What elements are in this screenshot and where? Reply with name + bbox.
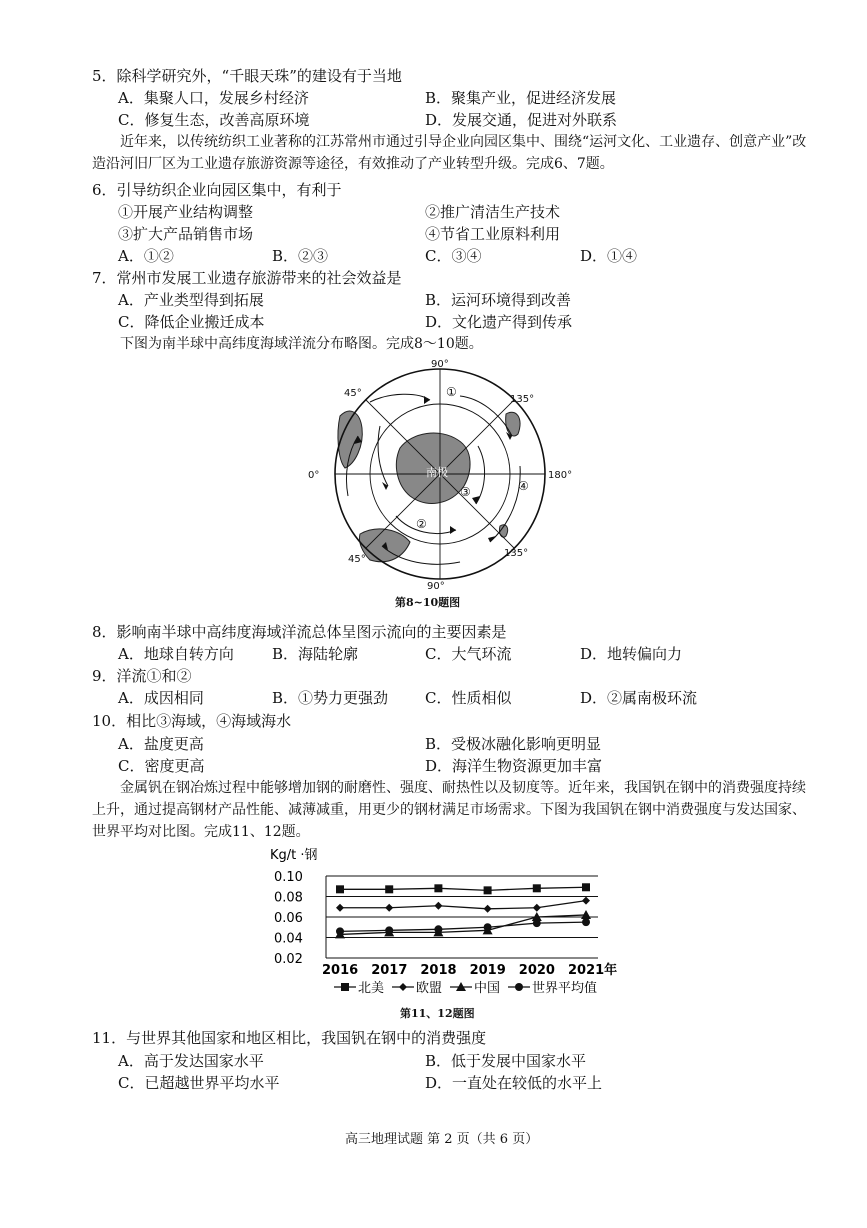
- series-line-2: [340, 915, 586, 934]
- q9-option-c: C．性质相似: [425, 689, 512, 707]
- q7-option-c: C．降低企业搬迁成本: [118, 313, 265, 331]
- q6-statement-3: ③扩大产品销售市场: [118, 225, 254, 243]
- q11-option-d: D．一直处在较低的水平上: [425, 1074, 603, 1092]
- q11-option-a: A．高于发达国家水平: [118, 1052, 264, 1070]
- series-1-point-2: [434, 902, 442, 910]
- q8-option-c: C．大气环流: [425, 645, 512, 663]
- q5-option-b: B．聚集产业，促进经济发展: [425, 89, 617, 107]
- map-label-right: 180°: [548, 470, 573, 481]
- series-line-1: [340, 901, 586, 909]
- q7-option-b: B．运河环境得到改善: [425, 291, 572, 309]
- y-tick-4: 0.10: [274, 870, 303, 885]
- q8-option-d: D．地转偏向力: [580, 645, 683, 663]
- series-1-point-3: [484, 905, 492, 913]
- q6-option-d: D．①④: [580, 247, 638, 265]
- q5-option-d: D．发展交通，促进对外联系: [425, 111, 618, 129]
- y-tick-1: 0.04: [274, 931, 303, 947]
- y-tick-0: 0.02: [274, 952, 303, 967]
- series-0-point-2: [434, 884, 442, 892]
- passage-8-10: 下图为南半球中高纬度海域洋流分布略图。完成8～10题。: [120, 336, 483, 352]
- passage-6-7: 近年来，以传统纺织工业著称的江苏常州市通过引导企业向园区集中、围绕“运河文化、工业遗存、创意产业”改造沿河旧厂区为工业遗存旅游资源等途径，有效推动了产业转型升级。完成6、7题。: [92, 134, 807, 172]
- series-3-point-3: [484, 923, 492, 931]
- q10-option-a: A．盐度更高: [118, 735, 204, 753]
- q8-stem: 8．影响南半球中高纬度海域洋流总体呈图示流向的主要因素是: [92, 623, 507, 641]
- series-1-point-1: [385, 904, 393, 912]
- q6-statement-2: ②推广清洁生产技术: [425, 203, 561, 221]
- map-label-bottom: 90°: [427, 581, 445, 592]
- q9-option-a: A．成因相同: [118, 689, 204, 707]
- map-label-nw: 45°: [344, 388, 362, 399]
- q11-option-c: C．已超越世界平均水平: [118, 1074, 280, 1092]
- q5-stem: 5．除科学研究外，“千眼天珠”的建设有于当地: [92, 67, 402, 85]
- x-tick-0: 2016: [322, 963, 359, 978]
- map-marker-3: ③: [460, 485, 471, 499]
- legend-marker-3: [515, 983, 523, 991]
- map-marker-1: ①: [446, 385, 457, 399]
- q6-option-c: C．③④: [425, 247, 482, 265]
- legend-label-0: 北美: [358, 981, 385, 996]
- series-3-point-1: [385, 926, 393, 934]
- x-tick-4: 2020: [518, 963, 555, 978]
- chart-ylabel: Kg/t ·钢: [270, 848, 318, 863]
- y-tick-3: 0.08: [274, 890, 303, 906]
- map-label-ne: 135°: [510, 394, 535, 405]
- passage-11-12: 金属钒在钢冶炼过程中能够增加钢的耐磨性、强度、耐热性以及韧度等。近年来，我国钒在钢中的消费强度持续上升，通过提高钢材产品性能、减薄减重，用更少的钢材满足市场需求。下图为我国钒在钢中消费强度与发达国家、世界平均对比图。完成11、12题。: [92, 780, 806, 840]
- series-0-point-0: [336, 885, 344, 893]
- ocean-current-map: [300, 356, 580, 592]
- map-marker-2: ②: [416, 517, 427, 531]
- map-label-se: 135°: [504, 548, 529, 559]
- series-1-point-5: [582, 897, 590, 905]
- series-0-point-5: [582, 883, 590, 891]
- map-label-center: 南极: [426, 466, 448, 479]
- q9-option-d: D．②属南极环流: [580, 689, 698, 707]
- map-marker-4: ④: [518, 479, 529, 493]
- x-tick-5: 2021年: [568, 963, 618, 978]
- land-australia: [506, 412, 520, 436]
- x-tick-2: 2018: [420, 963, 457, 978]
- q11-stem: 11．与世界其他国家和地区相比，我国钒在钢中的消费强度: [92, 1029, 487, 1047]
- q8-option-a: A．地球自转方向: [118, 645, 234, 663]
- y-tick-2: 0.06: [274, 911, 303, 926]
- series-1-point-4: [533, 904, 541, 912]
- x-tick-3: 2019: [469, 963, 506, 978]
- legend-marker-1: [399, 983, 407, 991]
- legend-marker-0: [341, 983, 349, 991]
- q5-option-a: A．集聚人口，发展乡村经济: [118, 89, 309, 107]
- series-line-0: [340, 887, 586, 890]
- q6-option-a: A．①②: [118, 247, 174, 265]
- q8-option-b: B．海陆轮廓: [272, 645, 359, 663]
- q9-stem: 9．洋流①和②: [92, 667, 192, 685]
- map-label-top: 90°: [431, 359, 449, 370]
- series-1-point-0: [336, 904, 344, 912]
- legend-label-2: 中国: [474, 981, 501, 996]
- q6-statement-4: ④节省工业原料利用: [425, 225, 561, 243]
- q11-option-b: B．低于发展中国家水平: [425, 1052, 587, 1070]
- q7-option-a: A．产业类型得到拓展: [118, 291, 264, 309]
- q6-option-b: B．②③: [272, 247, 329, 265]
- series-3-point-4: [533, 919, 541, 927]
- series-0-point-1: [385, 885, 393, 893]
- q6-statement-1: ①开展产业结构调整: [118, 203, 254, 221]
- map-label-sw: 45°: [348, 554, 366, 565]
- map-caption: 第8~10题图: [395, 596, 461, 609]
- legend-label-1: 欧盟: [416, 981, 443, 996]
- series-3-point-0: [336, 927, 344, 935]
- q5-option-c: C．修复生态，改善高原环境: [118, 111, 310, 129]
- series-0-point-3: [484, 886, 492, 894]
- q6-stem: 6．引导纺织企业向园区集中，有利于: [92, 181, 342, 199]
- legend-label-3: 世界平均值: [532, 981, 598, 996]
- series-3-point-2: [434, 925, 442, 933]
- q7-stem: 7．常州市发展工业遗存旅游带来的社会效益是: [92, 269, 402, 287]
- series-3-point-5: [582, 918, 590, 926]
- chart-caption: 第11、12题图: [400, 1007, 475, 1020]
- q10-option-d: D．海洋生物资源更加丰富: [425, 757, 603, 775]
- x-tick-1: 2017: [371, 963, 408, 978]
- q7-option-d: D．文化遗产得到传承: [425, 313, 573, 331]
- q10-option-b: B．受极冰融化影响更明显: [425, 735, 602, 753]
- page-footer: 高三地理试题 第 2 页（共 6 页）: [345, 1132, 539, 1147]
- vanadium-line-chart: [268, 846, 618, 1004]
- map-label-left: 0°: [308, 470, 320, 481]
- series-0-point-4: [533, 884, 541, 892]
- q9-option-b: B．①势力更强劲: [272, 689, 389, 707]
- q10-stem: 10．相比③海域，④海域海水: [92, 712, 292, 730]
- q10-option-c: C．密度更高: [118, 757, 205, 775]
- series-line-3: [340, 922, 586, 931]
